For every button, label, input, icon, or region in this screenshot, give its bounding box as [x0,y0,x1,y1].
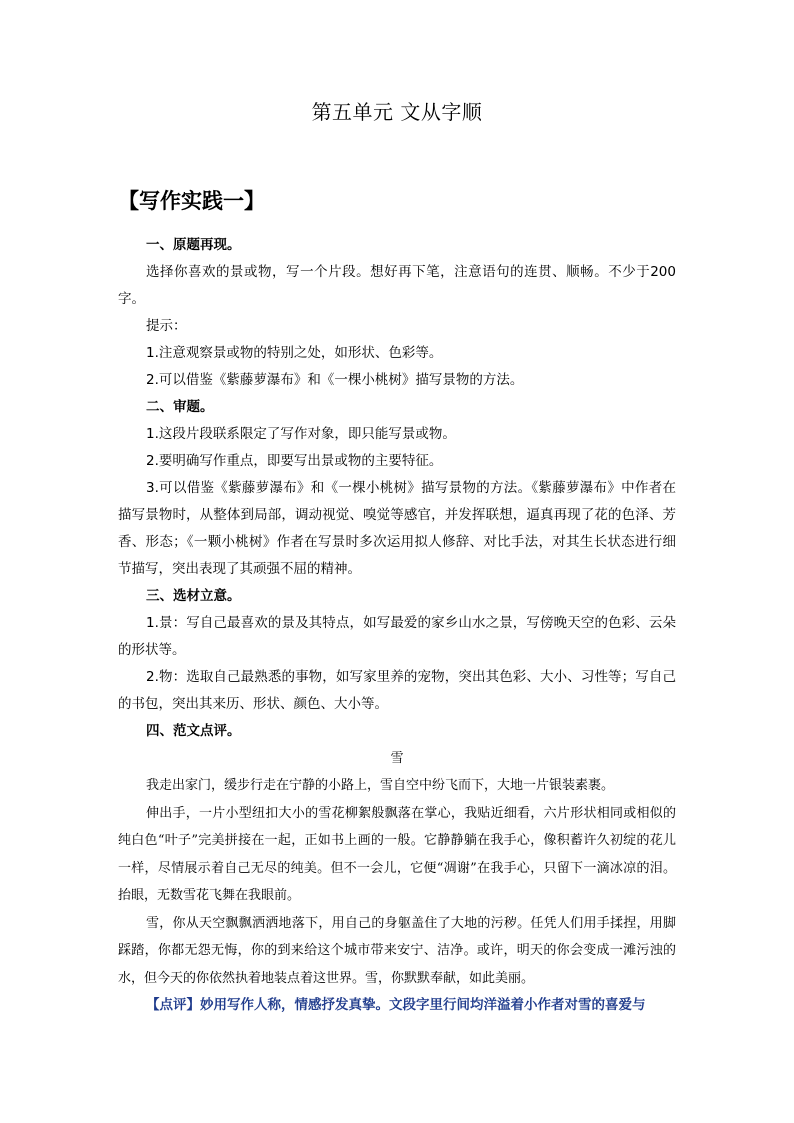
heading-material: 三、选材立意。 [146,588,241,604]
essay-title: 雪 [390,751,404,766]
analysis-2: 2.要明确写作重点，即要写出景或物的主要特征。 [146,453,443,469]
comment-paragraph [118,992,676,1019]
tip-1: 1.注意观察景或物的特别之处，如形状、色彩等。 [146,345,443,361]
essay-paragraph-2: 伸出手，一片小型纽扣大小的雪花柳絮般飘落在掌心，我贴近细看，六片形状相同或相似的纯白色“叶子”完美拼接在一起，正如书上画的一般。它静静躺在我手心，像积蓄许久初绽的花儿一样，尽情展示着自己无尽的纯美。但不一会儿，它便“凋谢”在我手心，只留下一滴冰凉的泪。抬眼，无数雪花飞舞在我眼前。 [118,805,676,903]
heading-original-question: 一、原题再现。 [146,237,241,253]
prompt-paragraph: 选择你喜欢的景或物，写一个片段。想好再下笔，注意语句的连贯、顺畅。不少于200字。 [118,264,676,307]
essay-paragraph-1: 我走出家门，缓步行走在宁静的小路上，雪自空中纷飞而下，大地一片银装素裹。 [146,778,615,793]
heading-sample: 四、范文点评。 [146,723,241,739]
comment-text: 妙用写作人称，情感抒发真挚。文段字里行间均洋溢着小作者对雪的喜爱与 [200,997,646,1013]
material-2: 2.物：选取自己最熟悉的事物，如写家里养的宠物，突出其色彩、大小、习性等；写自己的书包，突出其来历、形状、颜色、大小等。 [118,669,676,712]
essay-paragraph-3: 雪，你从天空飘飘洒洒地落下，用自己的身躯盖住了大地的污秽。任凭人们用手揉捏，用脚踩踏，你都无怨无悔，你的到来给这个城市带来安宁、洁净。或许，明天的你会变成一滩污浊的水，但今天的你依然执着地装点着这世界。雪，你默默奉献，如此美丽。 [118,915,676,986]
tips-label: 提示： [146,318,187,334]
document-body [118,232,676,1019]
comment-tag: 【点评】 [146,997,200,1013]
analysis-1: 1.这段片段联系限定了写作对象，即只能写景或物。 [146,426,456,442]
page-title: 第五单元 文从字顺 [311,100,483,124]
analysis-3: 3.可以借鉴《紫藤萝瀑布》和《一棵小桃树》描写景物的方法。《紫藤萝瀑布》中作者在描写景物时，从整体到局部，调动视觉、嗅觉等感官，并发挥联想，逼真再现了花的色泽、芳香、形态；《一颗小桃树》作者在写景时多次运用拟人修辞、对比手法，对其生长状态进行细节描写，突出表现了其顽强不屈的精神。 [118,480,676,577]
tip-2: 2.可以借鉴《紫藤萝瀑布》和《一棵小桃树》描写景物的方法。 [146,372,524,388]
material-1: 1.景：写自己最喜欢的景及其特点，如写最爱的家乡山水之景，写傍晚天空的色彩、云朵的形状等。 [118,615,676,658]
heading-analysis: 二、审题。 [146,399,214,415]
section-heading: 【写作实践一】 [118,189,265,213]
